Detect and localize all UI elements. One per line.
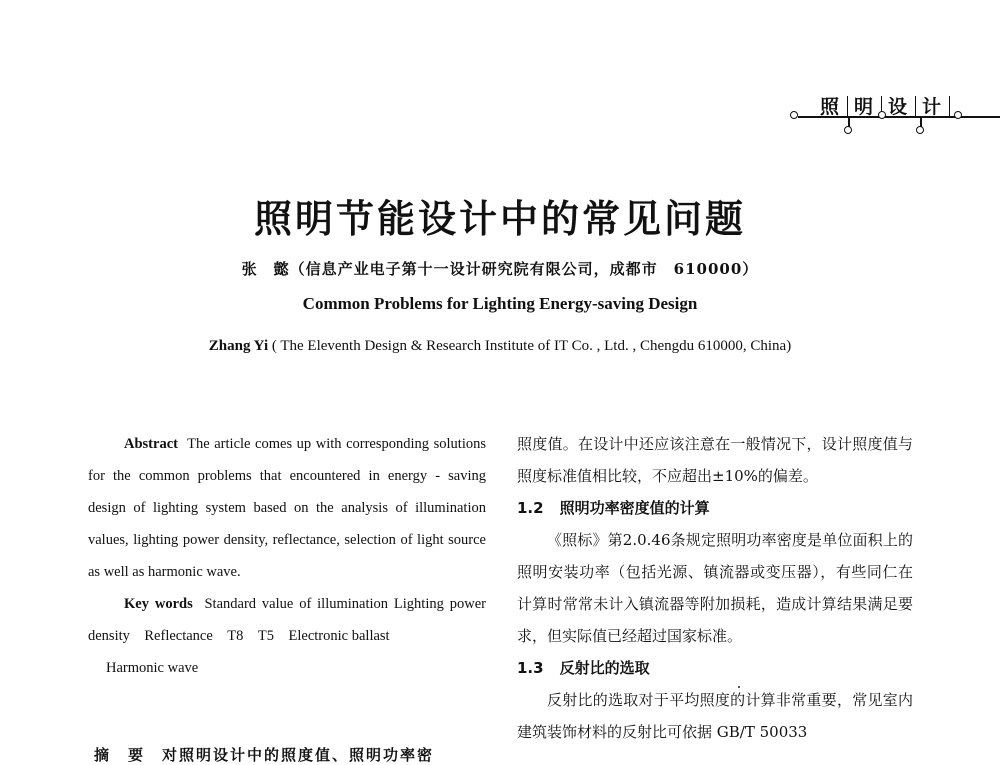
author-affiliation-cn: 张 懿（信息产业电子第十一设计研究院有限公司，成都市 610000） (241, 260, 759, 278)
keywords-label: Key words (124, 596, 193, 612)
paper-title-en: Common Problems for Lighting Energy-saving Design (302, 294, 698, 313)
header-node-3 (916, 126, 924, 134)
section-1-3-heading (517, 652, 913, 684)
paragraph-illumination: 照度值。在设计中还应该注意在一般情况下，设计照度值与照度标准值相比较，不应超出±10%的偏差。 (517, 435, 913, 485)
keywords-text: Standard value of illumination Lighting power density Reflectance T8 T5 Electronic ballast (88, 596, 486, 644)
section-1-3-title: 反射比的选取 (559, 659, 650, 677)
paragraph-reflectance: 反射比的选取对于平均照度的计算非常重要，常见室内建筑装饰材料的反射比可依据 GB/T 50033 (517, 691, 913, 741)
header-char-3: 设 (882, 96, 916, 118)
header-node-left (790, 111, 798, 119)
section-1-2-number: 1.2 (517, 499, 544, 517)
header-node-4 (954, 111, 962, 119)
print-speck (738, 686, 740, 688)
header-char-4: 计 (916, 96, 950, 118)
section-1-3-number: 1.3 (517, 659, 544, 677)
abstract-cn-heading: 摘 要 对照明设计中的照度值、照明功率密 (94, 746, 435, 764)
affiliation-en: ( The Eleventh Design & Research Institute of IT Co. , Ltd. , Chengdu 610000, China) (271, 338, 792, 354)
left-column (88, 428, 486, 684)
paper-title-cn: 照明节能设计中的常见问题 (253, 196, 746, 241)
author-name-en: Zhang Yi (208, 338, 269, 354)
keywords-en (88, 588, 486, 652)
abstract-text: The article comes up with corresponding solutions for the common problems that encountered in energy - saving design of lighting system based on the analysis of illumination values, lighting power density, reflectance, selection of light source as well as harmonic wave. (88, 436, 486, 580)
abstract-en (88, 428, 486, 588)
header-char-2: 明 (848, 96, 882, 118)
author-affiliation-en (0, 338, 1000, 355)
header-char-1: 照 (814, 96, 848, 118)
section-1-2-heading (517, 492, 913, 524)
section-1-2-title: 照明功率密度值的计算 (559, 499, 710, 517)
abstract-label: Abstract (124, 436, 178, 452)
section-header-tag (790, 96, 1000, 136)
header-node-1 (844, 126, 852, 134)
paragraph-power-density: 《照标》第2.0.46条规定照明功率密度是单位面积上的照明安装功率（包括光源、镇流器或变压器），有些同仁在计算时常常未计入镇流器等附加损耗，造成计算结果满足要求，但实际值已经超过国家标准。 (517, 531, 913, 645)
keywords-continued: Harmonic wave (106, 660, 199, 676)
header-node-2 (878, 111, 886, 119)
right-column (517, 428, 913, 748)
